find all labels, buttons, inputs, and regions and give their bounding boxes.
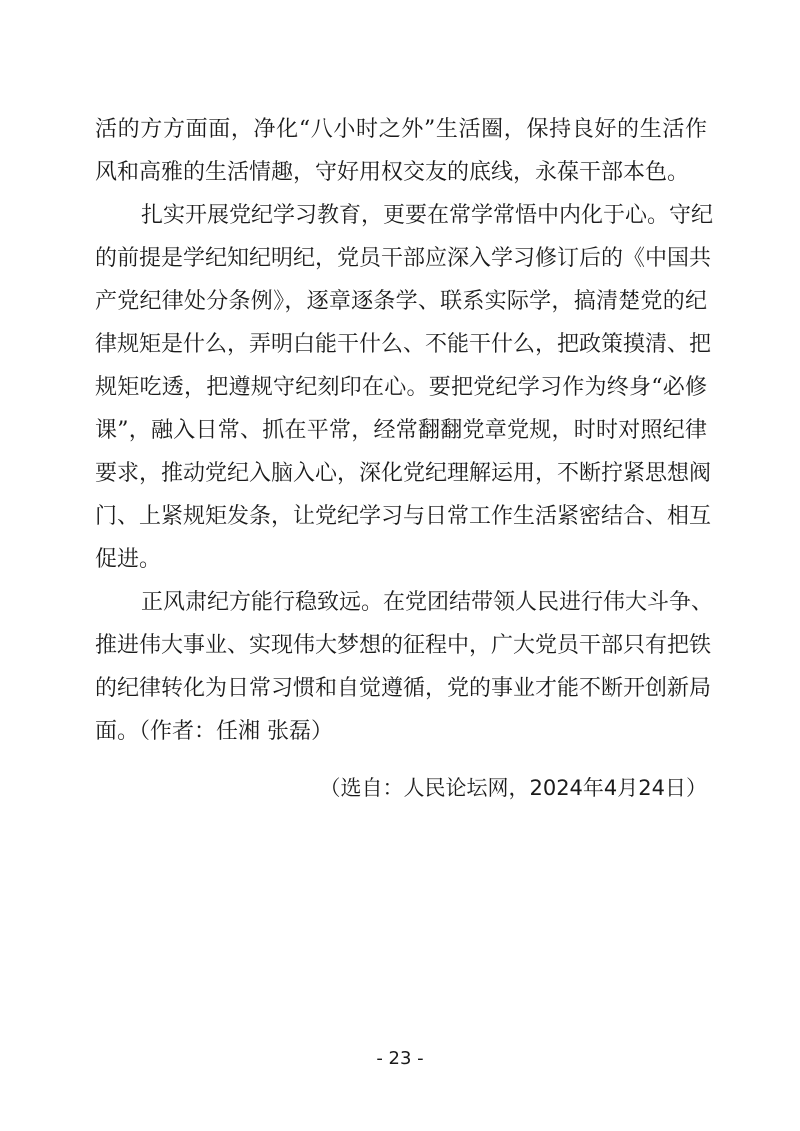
paragraph-3-line-2: 推进伟大事业、实现伟大梦想的征程中，广大党员干部只有把铁 bbox=[95, 633, 712, 658]
paragraph-2-line-5: 规矩吃透，把遵规守纪刻印在心。要把党纪学习作为终身“必修 bbox=[95, 375, 707, 400]
paragraph-1-line-2: 风和高雅的生活情趣，守好用权交友的底线，永葆干部本色。 bbox=[95, 160, 690, 185]
paragraph-3-line-3: 的纪律转化为日常习惯和自觉遵循，党的事业才能不断开创新局 bbox=[95, 676, 712, 701]
page-number: - 23 - bbox=[376, 1048, 424, 1069]
paragraph-1-line-1: 活的方方面面，净化“八小时之外”生活圈，保持良好的生活作 bbox=[95, 117, 707, 142]
paragraph-2-line-3: 产党纪律处分条例》，逐章逐条学、联系实际学，搞清楚党的纪 bbox=[95, 289, 707, 314]
paragraph-2-line-6: 课”，融入日常、抓在平常，经常翻翻党章党规，时时对照纪律 bbox=[95, 418, 707, 443]
paragraph-2-line-4: 律规矩是什么，弄明白能干什么、不能干什么，把政策摸清、把 bbox=[95, 332, 712, 357]
paragraph-3-line-1: 正风肃纪方能行稳致远。在党团结带领人民进行伟大斗争、 bbox=[141, 590, 714, 615]
paragraph-2-line-8: 门、上紧规矩发条，让党纪学习与日常工作生活紧密结合、相互 bbox=[95, 504, 712, 529]
paragraph-2-line-7: 要求，推动党纪入脑入心，深化党纪理解运用，不断拧紧思想阀 bbox=[95, 461, 712, 486]
paragraph-3-line-4: 面。（作者：任湘 张磊） bbox=[95, 719, 333, 744]
paragraph-2-line-1: 扎实开展党纪学习教育，更要在常学常悟中内化于心。守纪 bbox=[141, 203, 714, 228]
source-citation: （选自：人民论坛网，2024年4月24日） bbox=[319, 776, 707, 800]
paragraph-2-line-9: 促进。 bbox=[95, 547, 162, 572]
paragraph-2-line-2: 的前提是学纪知纪明纪，党员干部应深入学习修订后的《中国共 bbox=[95, 246, 712, 271]
